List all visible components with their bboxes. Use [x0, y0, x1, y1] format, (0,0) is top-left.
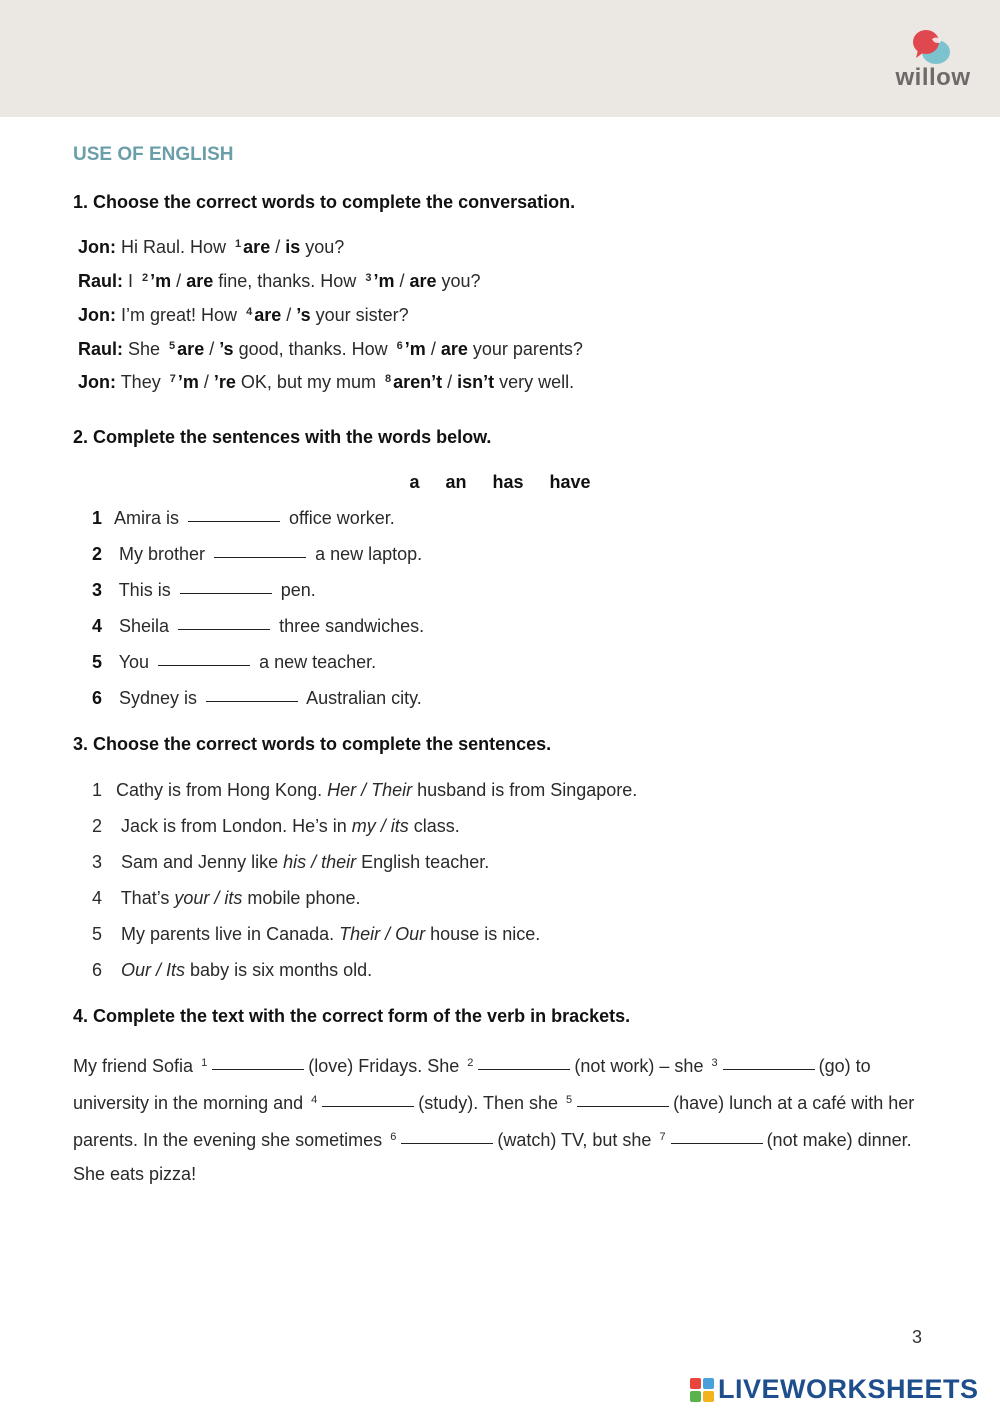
liveworksheets-logo	[690, 1374, 990, 1406]
answer-blank[interactable]	[723, 1068, 815, 1070]
sentence-item: 5 You a new teacher.	[92, 652, 377, 672]
page-header	[0, 0, 1000, 117]
choice-option[interactable]: aren’t	[393, 372, 443, 392]
word-option: an	[445, 472, 467, 492]
sentence-item: 6 Sydney is Australian city.	[92, 688, 422, 708]
word-option: has	[492, 472, 524, 492]
answer-blank[interactable]	[188, 520, 280, 522]
answer-blank[interactable]	[478, 1068, 570, 1070]
choice-option[interactable]: ’m	[150, 271, 172, 291]
choice-option[interactable]: is	[285, 237, 301, 257]
answer-blank[interactable]	[671, 1142, 763, 1144]
exercise-4-instruction: 4. Complete the text with the correct form of the verb in brackets.	[73, 1006, 631, 1026]
choice-pair[interactable]: Our / Its	[121, 960, 186, 980]
choice-option[interactable]: are	[243, 237, 271, 257]
choice-pair[interactable]: Her / Their	[327, 780, 413, 800]
answer-blank[interactable]	[178, 628, 270, 630]
choice-pair[interactable]: his / their	[283, 852, 357, 872]
answer-blank[interactable]	[212, 1068, 304, 1070]
conversation-line-2: Raul: I $^2$ ’m / are fine, thanks. How $^3$ ’m / are you?	[78, 271, 481, 291]
conversation-line-5: Jon: They $^7$ ’m / ’re OK, but my mum $^8$ aren’t / isn’t very well.	[78, 372, 575, 392]
speech-bubbles-icon	[912, 28, 956, 68]
sentence-item: 2 My brother a new laptop.	[92, 544, 423, 564]
conversation-line-3: Jon: I’m great! How $^4$ are / ’s your sister?	[78, 305, 409, 325]
exercise-3-instruction: 3. Choose the correct words to complete the sentences.	[73, 734, 552, 754]
choice-option[interactable]: ’re	[213, 372, 236, 392]
choice-option[interactable]: are	[440, 339, 468, 359]
answer-blank[interactable]	[158, 664, 250, 666]
liveworksheets-text: LIVEWORKSHEETS	[718, 1374, 979, 1404]
conversation-line-1: Jon: Hi Raul. How $^1$ are / is you?	[78, 237, 345, 257]
choice-option[interactable]: isn’t	[457, 372, 495, 392]
answer-blank[interactable]	[322, 1105, 414, 1107]
word-option: have	[549, 472, 591, 492]
sentence-item: 5 My parents live in Canada. Their / Our house is nice.	[92, 924, 541, 944]
sentence-item: 1 Cathy is from Hong Kong. Her / Their husband is from Singapore.	[92, 780, 638, 800]
word-box	[0, 472, 1000, 493]
answer-blank[interactable]	[206, 700, 298, 702]
choice-option[interactable]: ’m	[373, 271, 395, 291]
choice-option[interactable]: ’s	[219, 339, 234, 359]
gap-fill-text: My friend Sofia $^1$ (love) Fridays. She $^2$ (not work) – she $^3$ (go) to university in the morning and $^4$ (study). Then she $^5$ (have) lunch at a café with her parents. In the evening she sometimes $^6$ (watch) TV, but she $^7$ (not make) dinner. She eats pizza!	[73, 1056, 915, 1184]
liveworksheets-grid-icon	[690, 1378, 714, 1402]
choice-option[interactable]: are	[186, 271, 214, 291]
word-option: a	[409, 472, 420, 492]
answer-blank[interactable]	[401, 1142, 493, 1144]
sentence-item: 3 This is pen.	[92, 580, 316, 600]
choice-pair[interactable]: Their / Our	[339, 924, 426, 944]
answer-blank[interactable]	[180, 592, 272, 594]
exercise-2-instruction: 2. Complete the sentences with the words below.	[73, 427, 492, 447]
logo-text: willow	[895, 64, 971, 91]
exercise-1-instruction: 1. Choose the correct words to complete the conversation.	[73, 192, 576, 212]
choice-pair[interactable]: my / its	[351, 816, 409, 836]
sentence-item: 1 Amira is office worker.	[92, 508, 395, 528]
choice-option[interactable]: are	[409, 271, 437, 291]
choice-option[interactable]: ’m	[404, 339, 426, 359]
sentence-item: 2 Jack is from London. He’s in my / its class.	[92, 816, 460, 836]
choice-option[interactable]: ’s	[296, 305, 311, 325]
answer-blank[interactable]	[214, 556, 306, 558]
sentence-item: 6 Our / Its baby is six months old.	[92, 960, 373, 980]
choice-pair[interactable]: your / its	[174, 888, 243, 908]
answer-blank[interactable]	[577, 1105, 669, 1107]
sentence-item: 4 That’s your / its mobile phone.	[92, 888, 361, 908]
choice-option[interactable]: are	[177, 339, 205, 359]
willow-logo	[892, 28, 974, 92]
page-number: 3	[912, 1327, 923, 1347]
conversation-line-4: Raul: She $^5$ are / ’s good, thanks. How $^6$ ’m / are your parents?	[78, 339, 583, 359]
choice-option[interactable]: are	[254, 305, 282, 325]
sentence-item: 4 Sheila three sandwiches.	[92, 616, 425, 636]
sentence-item: 3 Sam and Jenny like his / their English teacher.	[92, 852, 490, 872]
choice-option[interactable]: ’m	[177, 372, 199, 392]
section-title: USE OF ENGLISH	[73, 144, 234, 165]
